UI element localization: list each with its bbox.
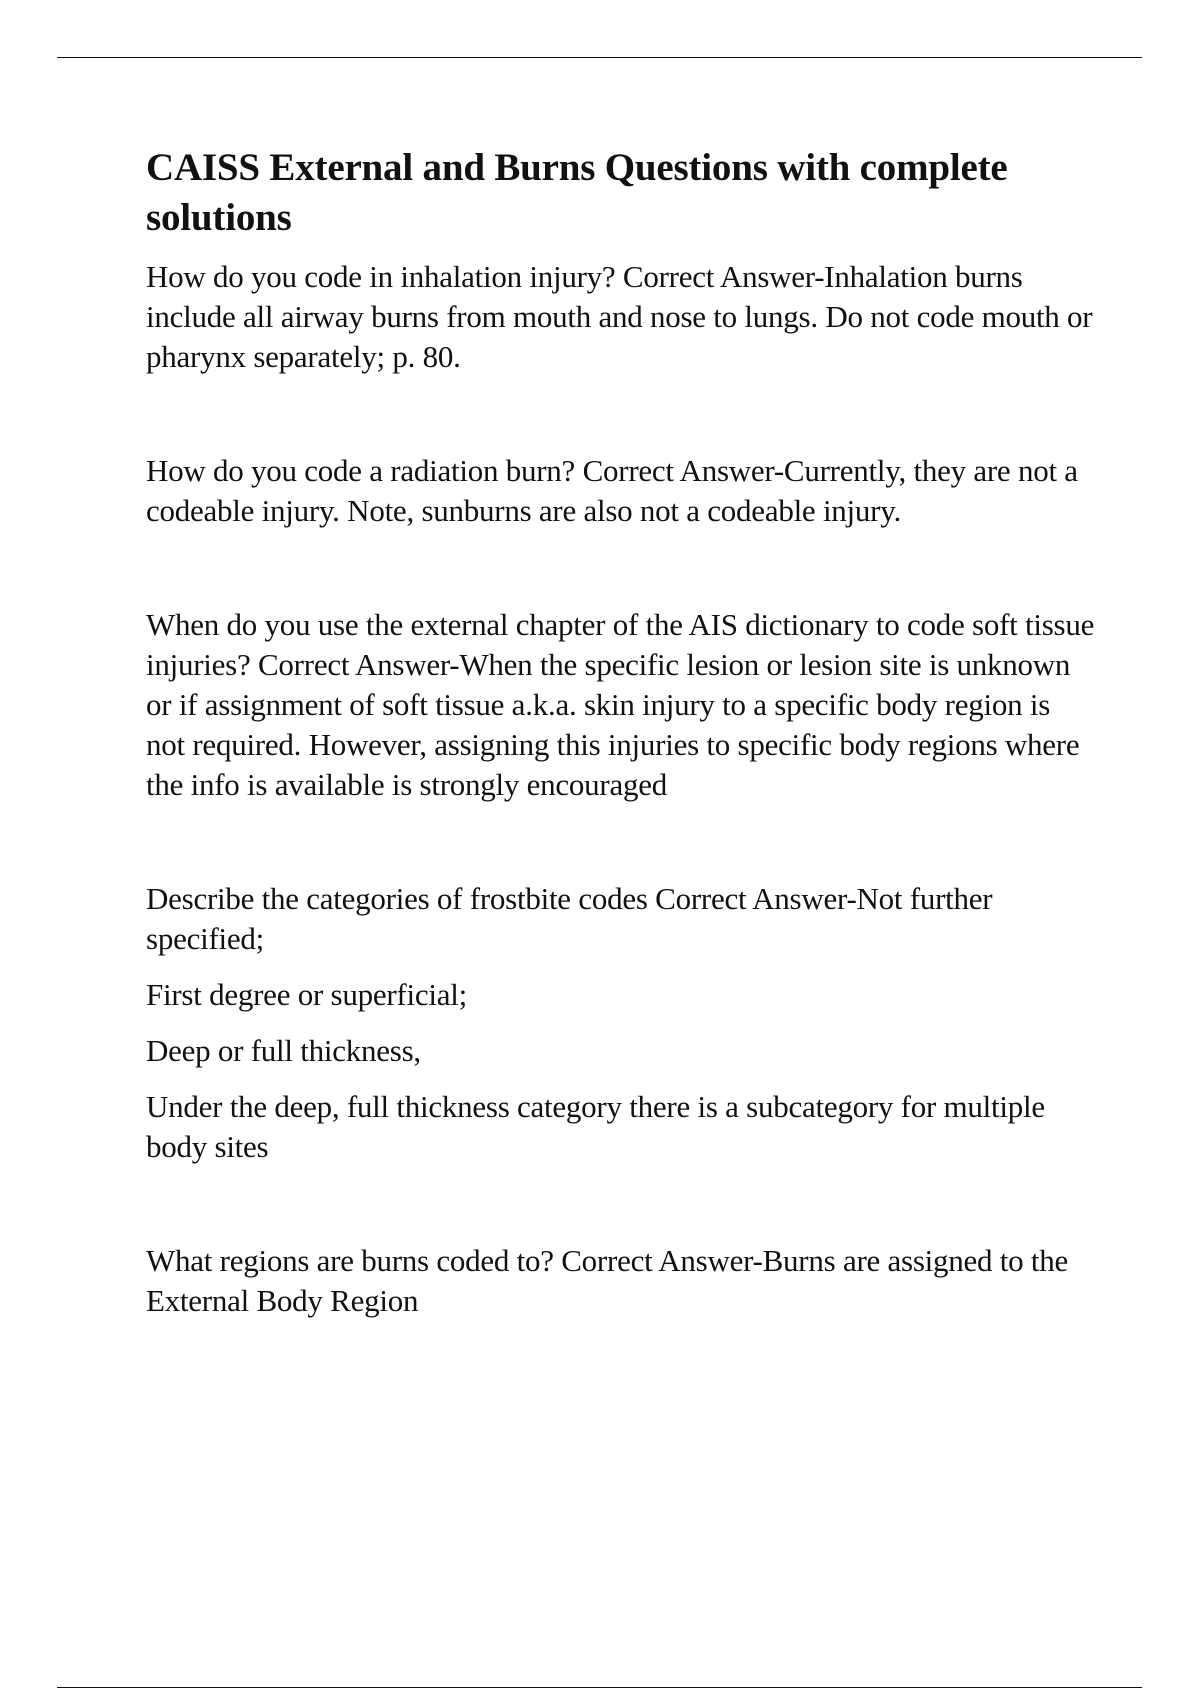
document-title: CAISS External and Burns Questions with complete solutions xyxy=(146,146,1008,239)
qa-inhalation-injury: How do you code in inhalation injury? Correct Answer-Inhalation burns include all airway burns from mouth and nose to lungs. Do not code mouth or pharynx separately; p. 80. xyxy=(146,259,1093,374)
frostbite-deep: Deep or full thickness, xyxy=(146,1033,421,1068)
bottom-divider xyxy=(57,1687,1142,1688)
document-body xyxy=(146,143,1096,1395)
frostbite-subcategory: Under the deep, full thickness category there is a subcategory for multiple body sites xyxy=(146,1089,1045,1164)
qa-burn-regions: What regions are burns coded to? Correct Answer-Burns are assigned to the External Body Region xyxy=(146,1243,1069,1318)
qa-frostbite-categories: Describe the categories of frostbite codes Correct Answer-Not further specified; xyxy=(146,881,993,956)
qa-radiation-burn: How do you code a radiation burn? Correct Answer-Currently, they are not a codeable injury. Note, sunburns are also not a codeable injury. xyxy=(146,453,1078,528)
frostbite-first-degree: First degree or superficial; xyxy=(146,977,467,1012)
qa-external-chapter: When do you use the external chapter of the AIS dictionary to code soft tissue injuries? Correct Answer-When the specific lesion or lesion site is unknown or if assignment of soft tissue a.k.a. skin injury to a specific body region is not required. However, assigning this injuries to specific body regions where the info is available is strongly encouraged xyxy=(146,607,1095,802)
top-divider xyxy=(57,57,1142,58)
